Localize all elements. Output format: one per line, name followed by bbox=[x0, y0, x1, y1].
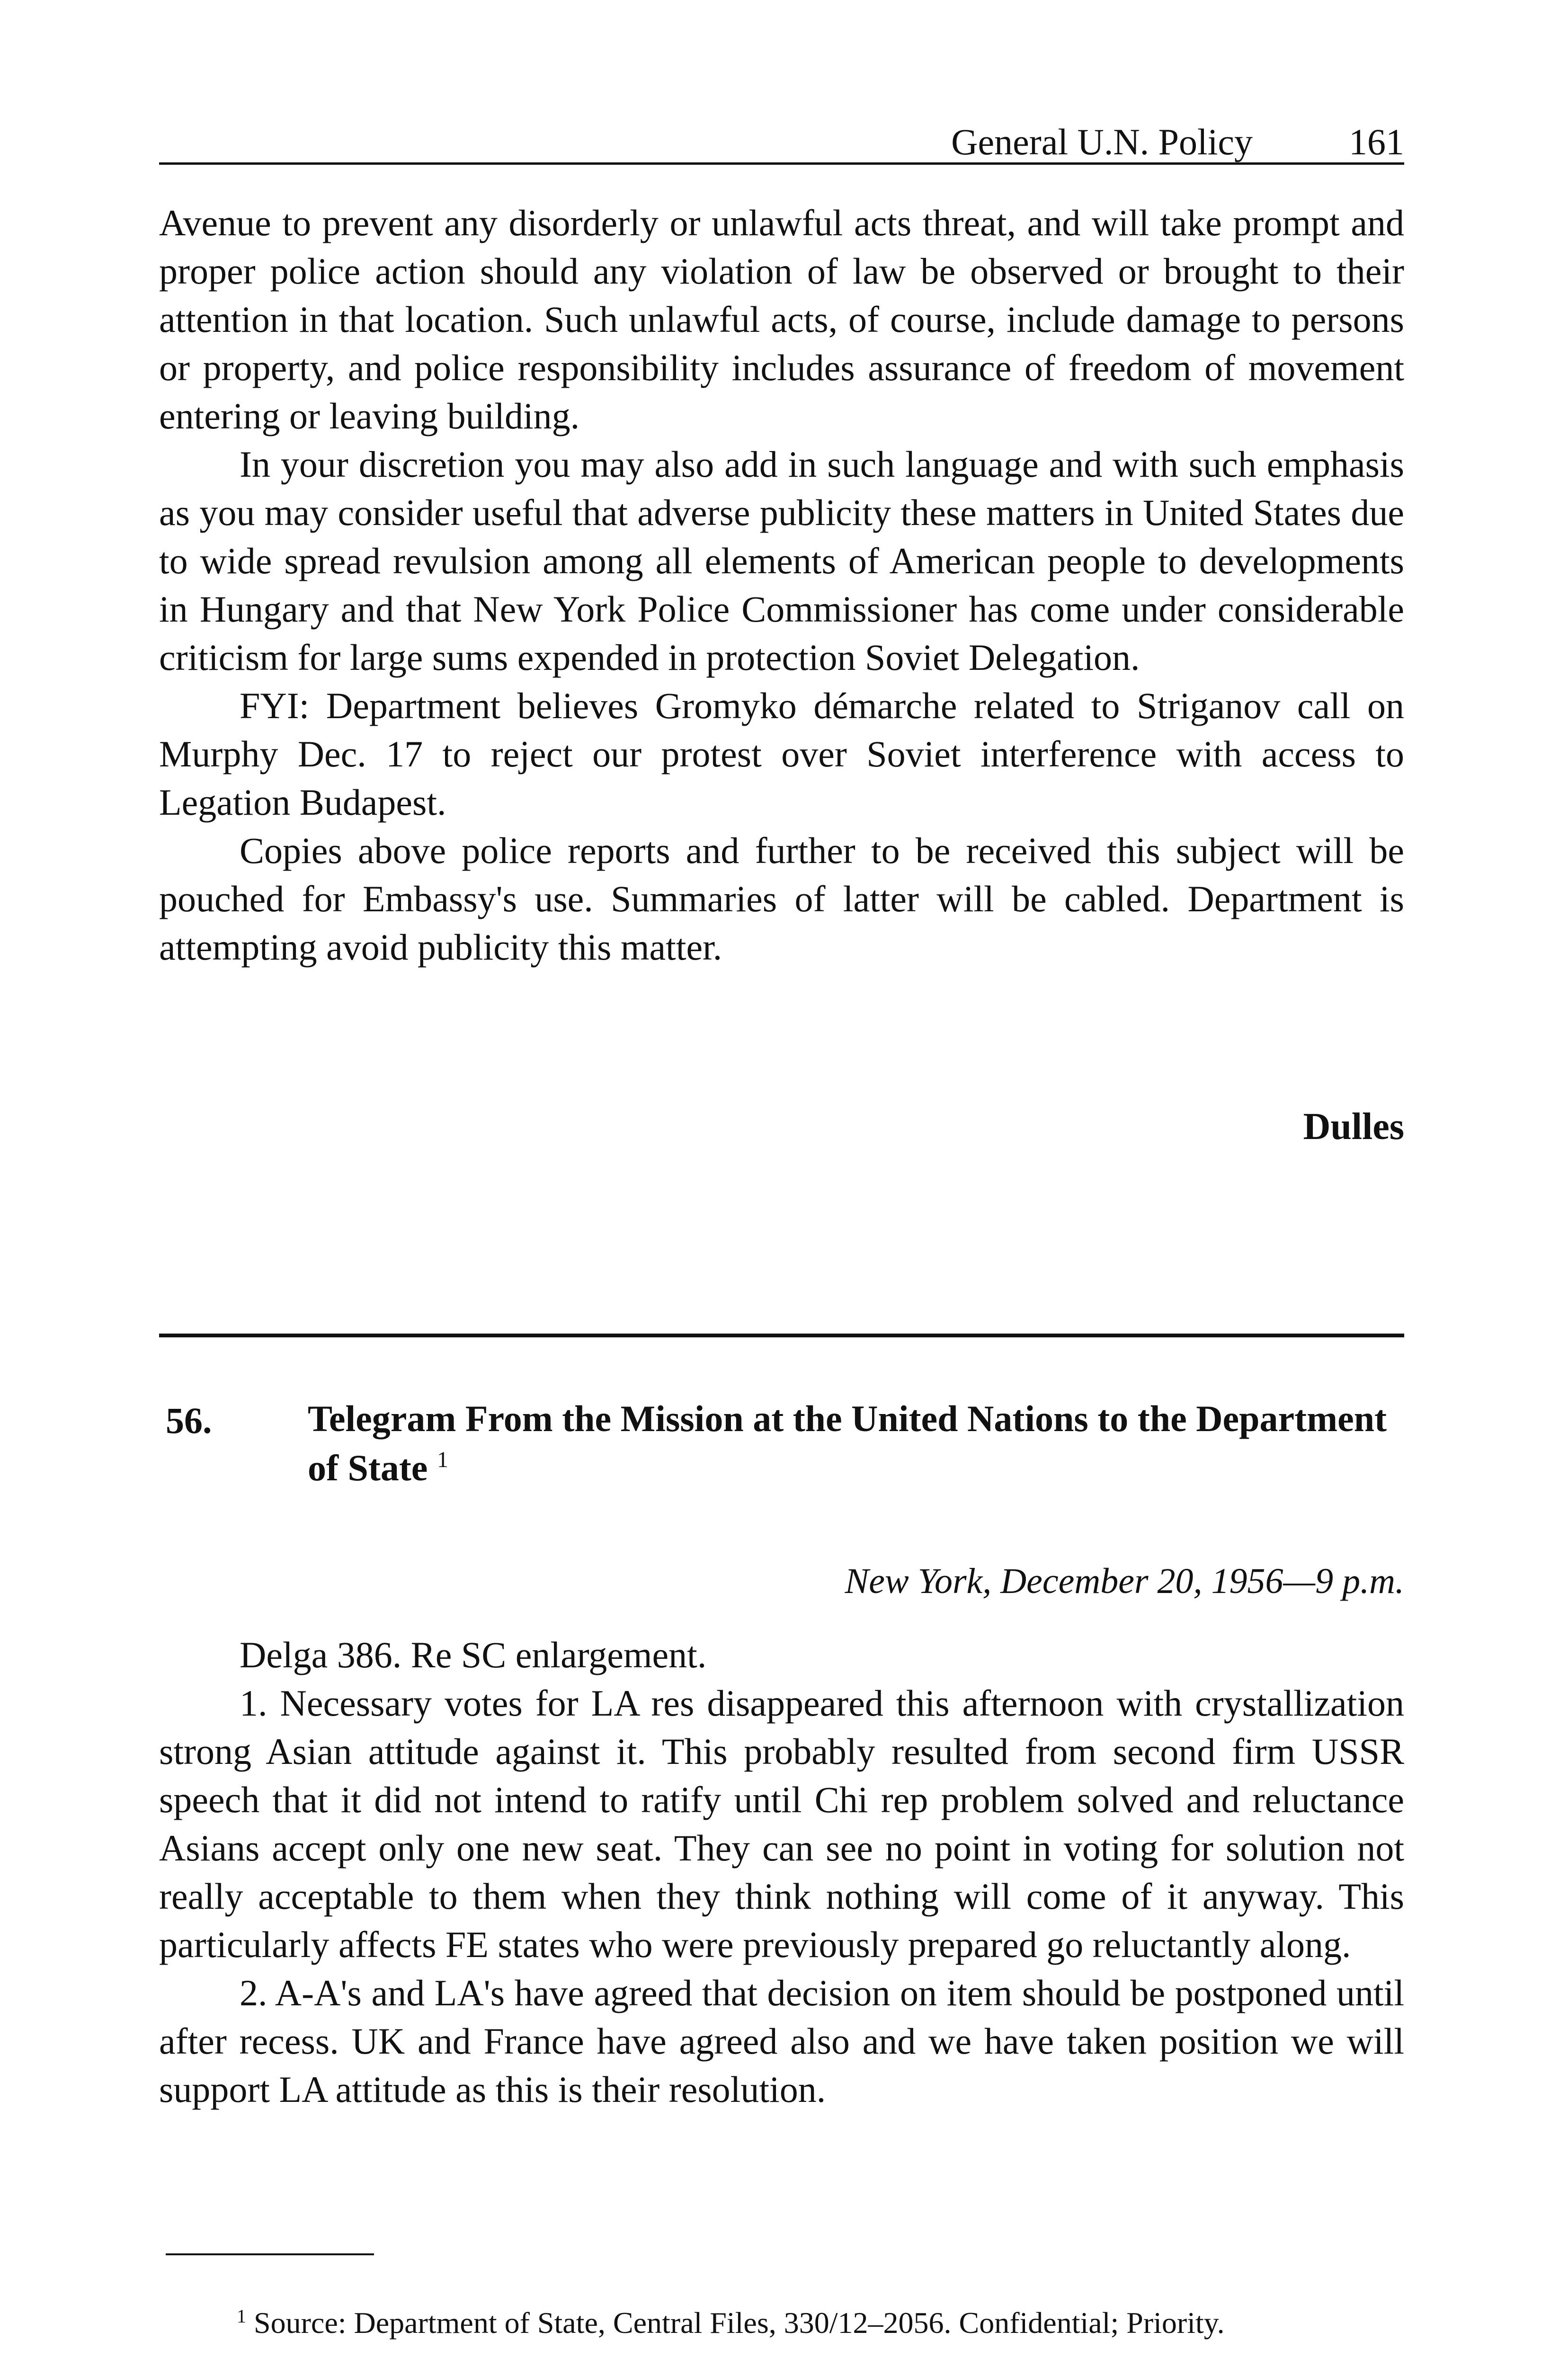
section-separator bbox=[159, 1334, 1404, 1337]
dateline: New York, December 20, 1956—9 p.m. bbox=[845, 1561, 1404, 1601]
footnote-text: Source: Department of State, Central Files, 330/12–2056. Confidential; Priority. bbox=[254, 2306, 1225, 2340]
paragraph: 1. Necessary votes for LA res disappeared this afternoon with crystallization strong Asian attitude against it. This probably resulted from second firm USSR speech that it did not intend to ratify until Chi rep problem solved and reluctance Asians accept only one new seat. They can see no point in voting for solution not really acceptable to them when they think nothing will come of it anyway. This particularly affects FE states who were previously prepared go reluctantly along. bbox=[159, 1682, 1404, 1965]
paragraph: In your discretion you may also add in such language and with such emphasis as you may consider useful that adverse publicity these matters in United States due to wide spread revulsion among all elements of American people to developments in Hungary and that New York Police Commissioner has come under considerable criticism for large sums expended in protection Soviet Delegation. bbox=[159, 444, 1404, 678]
document-title-text: Telegram From the Mission at the United Nations to the Department of State bbox=[308, 1398, 1387, 1488]
footnote-rule bbox=[166, 2253, 374, 2255]
header-rule bbox=[159, 162, 1404, 165]
paragraph: 2. A-A's and LA's have agreed that decision on item should be postponed until after recess. UK and France have agreed also and we have taken position we will support LA attitude as this is their resolution. bbox=[159, 1972, 1404, 2110]
signature: Dulles bbox=[1303, 1106, 1404, 1148]
paragraph: Delga 386. Re SC enlargement. bbox=[240, 1634, 707, 1675]
running-title: General U.N. Policy bbox=[951, 121, 1253, 162]
document-body bbox=[159, 1631, 1404, 2114]
running-header bbox=[159, 121, 1404, 163]
document-number: 56. bbox=[166, 1400, 212, 1441]
footnote bbox=[237, 2303, 1404, 2343]
paragraph: Copies above police reports and further to be received this subject will be pouched for Embassy's use. Summaries of latter will be cabled. Department is attempting avoid publicity this matter. bbox=[159, 830, 1404, 968]
page-number: 161 bbox=[1349, 121, 1404, 162]
document-title bbox=[308, 1394, 1404, 1493]
paragraph: Avenue to prevent any disorderly or unlawful acts threat, and will take prompt and proper police action should any violation of law be observed or brought to their attention in that location. Such unlawful acts, of course, include damage to persons or property, and police responsibility includes assurance of freedom of movement entering or leaving building. bbox=[159, 202, 1404, 436]
previous-document-body bbox=[159, 199, 1404, 971]
footnote-marker: 1 bbox=[237, 2305, 246, 2327]
footnote-reference: 1 bbox=[437, 1447, 448, 1472]
paragraph: FYI: Department believes Gromyko démarche related to Striganov call on Murphy Dec. 17 to reject our protest over Soviet interference with access to Legation Budapest. bbox=[159, 685, 1404, 823]
